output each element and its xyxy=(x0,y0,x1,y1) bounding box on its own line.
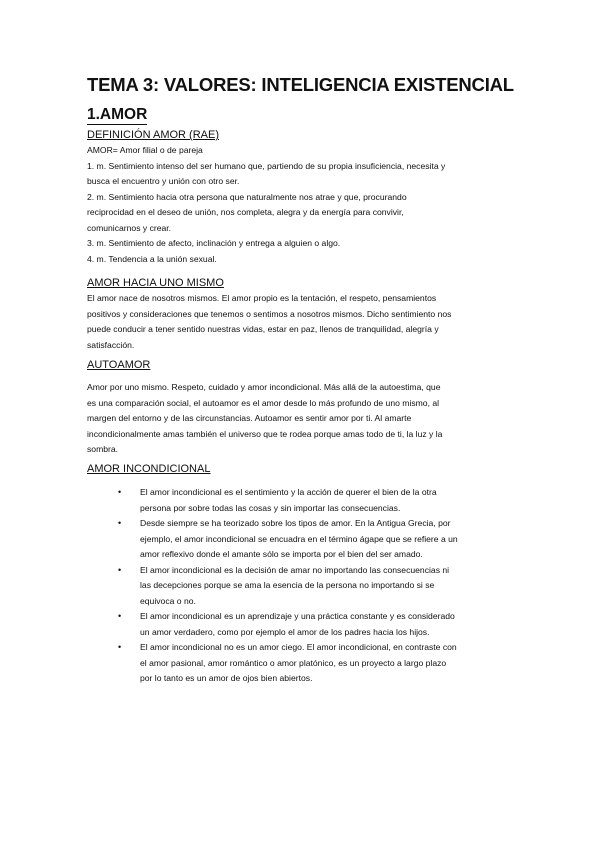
text-line: las decepciones porque se ama la esencia de la persona no importando si se xyxy=(140,580,435,590)
text-line: puede conducir a tener sentido nuestras vidas, estar en paz, llenos de tranquilidad, alegría y xyxy=(87,324,439,334)
definicion-paragraph xyxy=(87,143,517,267)
list-item xyxy=(118,516,518,563)
text-line: sombra. xyxy=(87,444,119,454)
text-line: por lo tanto es un amor de ojos bien abiertos. xyxy=(140,673,313,683)
text-line: positivos y consideraciones que tenemos o sentimos a nosotros mismos. Dicho sentimiento nos xyxy=(87,308,452,319)
text-line: satisfacción. xyxy=(87,339,135,350)
text-line: Desde siempre se ha teorizado sobre los tipos de amor. En la Antigua Grecia, por xyxy=(140,518,451,528)
text-line: El amor nace de nosotros mismos. El amor propio es la tentación, el respeto, pensamientos xyxy=(87,293,437,303)
heading-amor-uno-mismo: AMOR HACIA UNO MISMO xyxy=(87,277,224,289)
text-line: persona por sobre todas las cosas y sin importar las consecuencias. xyxy=(140,502,401,513)
section-heading-amor: 1.AMOR xyxy=(87,106,148,123)
text-line: es una comparación social, el autoamor es el amor desde lo más profundo de uno mismo, al xyxy=(87,397,440,408)
text-line: El amor incondicional es la decisión de amar no importando las consecuencias ni xyxy=(140,564,450,575)
text-line: El amor incondicional es un aprendizaje y una práctica constante y es considerado xyxy=(140,611,455,621)
autoamor-paragraph xyxy=(87,380,517,458)
text-line: 3. m. Sentimiento de afecto, inclinación y entrega a alguien o algo. xyxy=(87,238,341,248)
page-title: TEMA 3: VALORES: INTELIGENCIA EXISTENCIAL xyxy=(87,74,514,95)
text-line: equivoca o no. xyxy=(140,595,196,606)
text-line: el amor pasional, amor romántico o amor platónico, es un proyecto a largo plazo xyxy=(140,657,447,668)
list-item xyxy=(118,640,518,687)
text-line: comunicarnos y crear. xyxy=(87,222,172,233)
heading-autoamor: AUTOAMOR xyxy=(87,359,151,371)
text-line: El amor incondicional no es un amor ciego. El amor incondicional, en contraste con xyxy=(140,642,457,652)
text-line: incondicionalmente amas también el universo que te rodea porque amas todo de ti, la luz y la xyxy=(87,428,443,439)
text-line: busca el encuentro y unión con otro ser. xyxy=(87,176,240,186)
list-item xyxy=(118,563,518,610)
bullet-icon: • xyxy=(118,642,122,652)
list-item xyxy=(118,609,518,640)
text-line: 4. m. Tendencia a la unión sexual. xyxy=(87,253,217,264)
list-item xyxy=(118,485,518,516)
text-line: 2. m. Sentimiento hacia otra persona que naturalmente nos atrae y que, procurando xyxy=(87,191,407,202)
bullet-icon: • xyxy=(118,487,122,497)
bullet-list xyxy=(118,485,518,687)
heading-amor-incondicional: AMOR INCONDICIONAL xyxy=(87,463,211,475)
amor-mismo-paragraph xyxy=(87,291,517,353)
bullet-icon: • xyxy=(118,518,122,528)
text-line: reciprocidad en el deseo de unión, nos completa, alegra y da energía para convivir, xyxy=(87,207,404,217)
text-line: margen del entorno y de las circunstancias. Autoamor es sentir amor por ti. Al amarte xyxy=(87,413,412,423)
text-line: un amor verdadero, como por ejemplo el amor de los padres hacia los hijos. xyxy=(140,626,430,637)
text-line: ejemplo, el amor incondicional se encuadra en el término ágape que se refiere a un xyxy=(140,533,458,544)
bullet-icon: • xyxy=(118,611,122,621)
text-line: AMOR= Amor filial o de pareja xyxy=(87,145,203,155)
bullet-icon: • xyxy=(118,564,122,575)
text-line: amor reflexivo donde el amante sólo se importa por el bien del ser amado. xyxy=(140,549,423,559)
heading-definicion: DEFINICIÓN AMOR (RAE) xyxy=(87,129,220,141)
text-line: El amor incondicional es el sentimiento y la acción de querer el bien de la otra xyxy=(140,487,437,497)
text-line: Amor por uno mismo. Respeto, cuidado y amor incondicional. Más allá de la autoestima, que xyxy=(87,382,441,392)
text-line: 1. m. Sentimiento intenso del ser humano que, partiendo de su propia insuficiencia, necesita y xyxy=(87,160,446,171)
